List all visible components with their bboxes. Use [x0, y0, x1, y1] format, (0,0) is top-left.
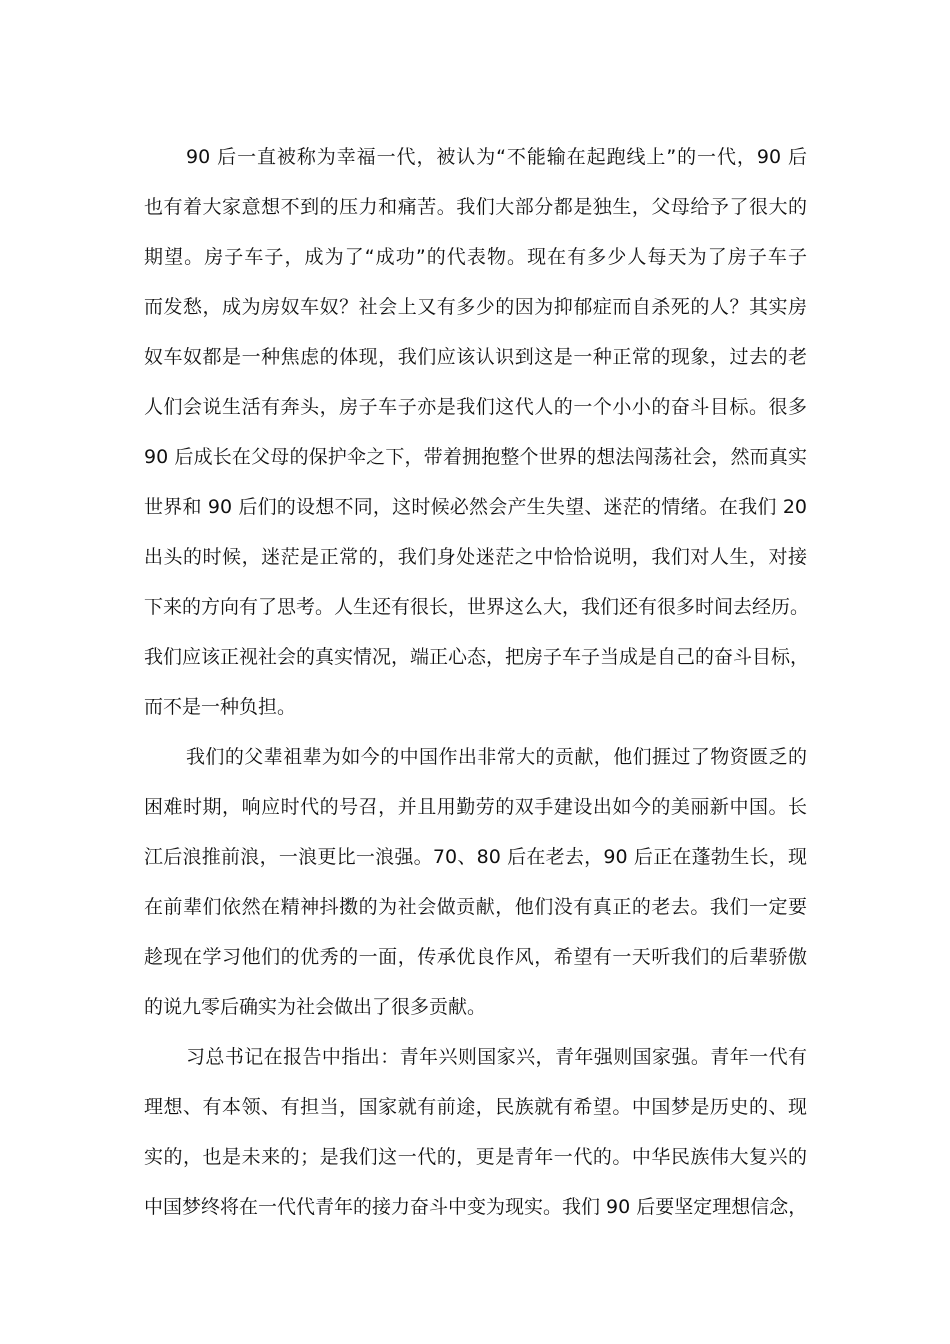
text-line: 人们会说生活有奔头，房子车子亦是我们这代人的一个小小的奋斗目标。很多	[144, 396, 807, 418]
paragraph-3	[144, 1032, 807, 1232]
document-body	[144, 132, 810, 1232]
text-line: 期望。房子车子，成为了“成功”的代表物。现在有多少人每天为了房子车子	[144, 246, 807, 268]
text-line: 我们应该正视社会的真实情况，端正心态，把房子车子当成是自己的奋斗目标，	[144, 646, 810, 668]
text-line: 困难时期，响应时代的号召，并且用勤劳的双手建设出如今的美丽新中国。长	[144, 796, 807, 818]
text-line: 也有着大家意想不到的压力和痛苦。我们大部分都是独生，父母给予了很大的	[144, 196, 807, 218]
text-line: 我们的父辈祖辈为如今的中国作出非常大的贡献，他们捱过了物资匮乏的	[186, 746, 807, 768]
text-line: 理想、有本领、有担当，国家就有前途，民族就有希望。中国梦是历史的、现	[144, 1096, 807, 1118]
text-line: 奴车奴都是一种焦虑的体现，我们应该认识到这是一种正常的现象，过去的老	[144, 346, 807, 368]
text-line: 在前辈们依然在精神抖擞的为社会做贡献，他们没有真正的老去。我们一定要	[144, 896, 807, 918]
text-line: 而不是一种负担。	[144, 696, 297, 718]
text-line: 实的，也是未来的；是我们这一代的，更是青年一代的。中华民族伟大复兴的	[144, 1146, 807, 1168]
text-line: 趁现在学习他们的优秀的一面，传承优良作风，希望有一天听我们的后辈骄傲	[144, 946, 807, 968]
text-line: 中国梦终将在一代代青年的接力奋斗中变为现实。我们 90 后要坚定理想信念，	[144, 1196, 808, 1218]
text-line: 出头的时候，迷茫是正常的，我们身处迷茫之中恰恰说明，我们对人生，对接	[144, 546, 807, 568]
text-line: 而发愁，成为房奴车奴？社会上又有多少的因为抑郁症而自杀死的人？其实房	[144, 296, 807, 318]
text-line: 下来的方向有了思考。人生还有很长，世界这么大，我们还有很多时间去经历。	[144, 596, 810, 618]
text-line: 习总书记在报告中指出：青年兴则国家兴，青年强则国家强。青年一代有	[186, 1046, 807, 1068]
text-line: 90 后一直被称为幸福一代，被认为“不能输在起跑线上”的一代，90 后	[186, 146, 807, 168]
text-line: 世界和 90 后们的设想不同，这时候必然会产生失望、迷茫的情绪。在我们 20	[144, 496, 807, 518]
paragraph-1	[144, 132, 810, 732]
paragraph-2	[144, 732, 807, 1032]
text-line: 90 后成长在父母的保护伞之下，带着拥抱整个世界的想法闯荡社会，然而真实	[144, 446, 807, 468]
text-line: 江后浪推前浪，一浪更比一浪强。70、80 后在老去，90 后正在蓬勃生长，现	[144, 846, 807, 868]
text-line: 的说九零后确实为社会做出了很多贡献。	[144, 996, 487, 1018]
